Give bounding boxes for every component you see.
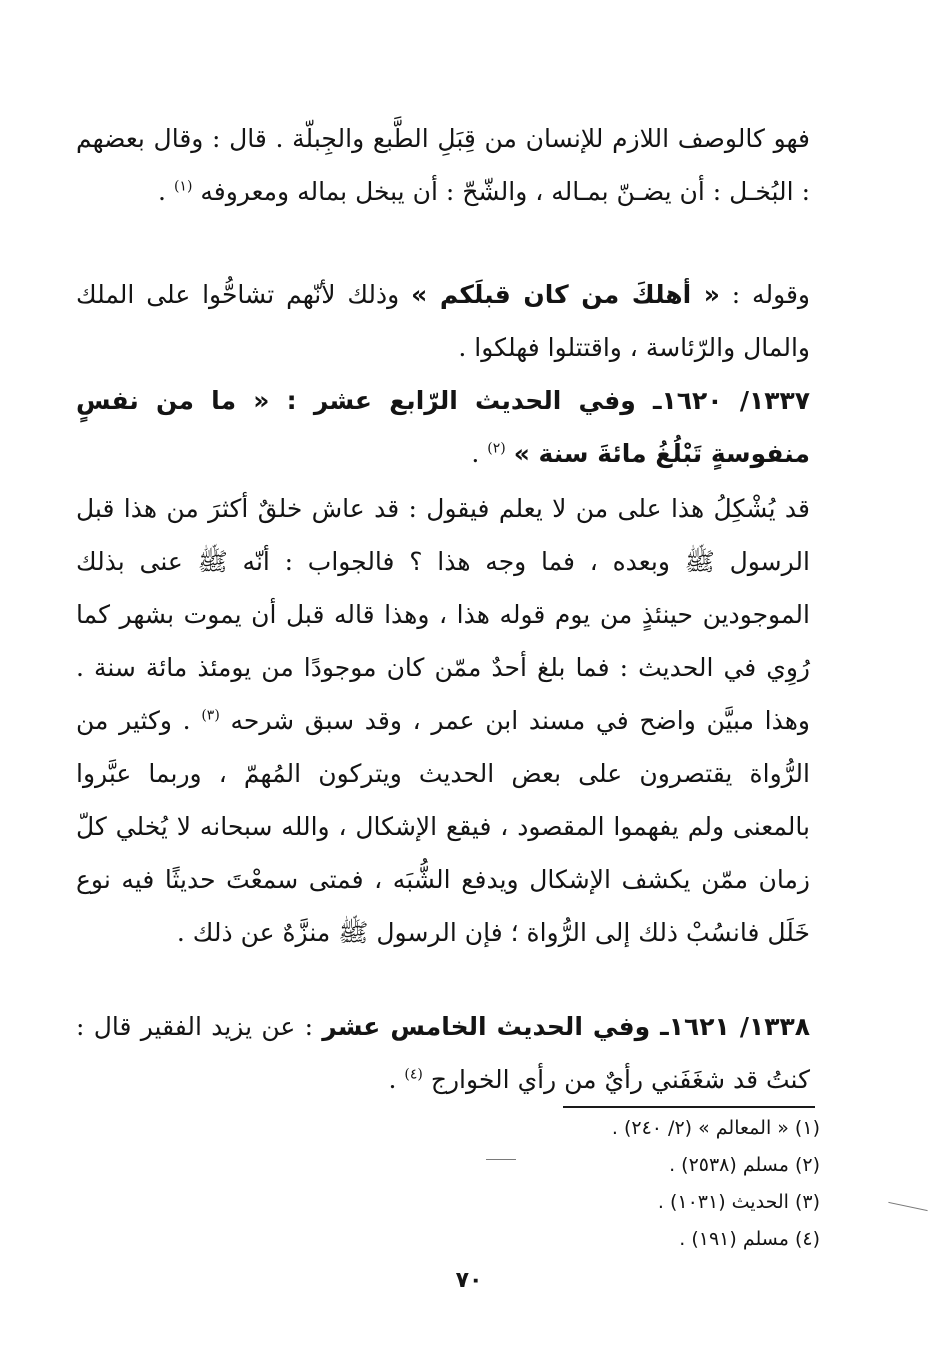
- heading-end: .: [471, 439, 480, 468]
- hadith-heading-text: ١٣٣٨/ ١٦٢١ـ وفي الحديث الخامس عشر: [322, 1012, 811, 1041]
- hadith-heading-text: ١٣٣٧/ ١٦٢٠ـ وفي الحديث الرّابع عشر : « ما من نفسٍ منفوسةٍ تَبْلُغُ مائةَ سنة »: [76, 386, 810, 468]
- scan-mark: [486, 1159, 516, 1160]
- footnote-ref-3: (٣): [201, 707, 220, 724]
- footnote-item: (١) « المعالم » (٢/ ٢٤٠) .: [611, 1117, 820, 1139]
- heading-end: .: [388, 1065, 397, 1094]
- paragraph-text: فهو كالوصف اللازم للإنسان من قِبَلِ الطَّبع والجِبلّة . قال : وقال بعضهم : البُخـل : أن يضـنّ بمـاله ، والشّحّ : أن يبخل بماله ومعروفه: [76, 124, 810, 206]
- paragraph-end: .: [158, 177, 166, 206]
- paragraph-lead: وقوله :: [719, 280, 811, 309]
- footnote-item: (٤) مسلم (١٩١) .: [679, 1228, 820, 1250]
- page-number: ٧٠: [455, 1268, 483, 1293]
- footnote-item: (٣) الحديث (١٠٣١) .: [657, 1191, 820, 1213]
- footnote-separator: [563, 1106, 815, 1108]
- hadith-body-text: : عن يزيد الفقير قال : كنتُ قد شغَفَني رأيٌ من رأي الخوارج: [76, 1012, 810, 1094]
- footnote-ref-4: (٤): [404, 1066, 423, 1083]
- paragraph-text-a: قد يُشْكِلُ هذا على من لا يعلم فيقول : قد عاش خلقٌ أكثرَ من هذا قبل الرسول ﷺ وبعده ، فما وجه هذا ؟ فالجواب : أنّه ﷺ عنى بذلك الموجودين حينئذٍ من يوم قوله هذا ، وهذا قاله قبل أن يموت بشهر كما رُوِي في الحديث : فما بلغ أحدٌ ممّن كان موجودًا من يومئذ مائة سنة . وهذا مبيَّن واضح في مسند ابن عمر ، وقد سبق شرحه: [76, 494, 811, 735]
- footnote-item: (٢) مسلم (٢٥٣٨) .: [669, 1154, 820, 1176]
- paragraph-text-b: . وكثير من الرُّواة يقتصرون على بعض الحديث ويتركون المُهمّ ، وربما عبَّروا بالمعنى ولم يفهموا المقصود ، فيقع الإشكال ، والله سبحانه لا يُخلي كلّ زمان ممّن يكشف الإشكال ويدفع الشُّبَه ، فمتى سمعْتَ حديثًا فيه نوع خَلَل فانسُبْ ذلك إلى الرُّواة ؛ فإن الرسول ﷺ منزَّهٌ عن ذلك .: [76, 706, 810, 947]
- hadith-heading-1338: [76, 1000, 810, 1106]
- footnotes: [430, 1110, 820, 1258]
- quoted-hadith-phrase: « أهلكَ من كان قبلَكم »: [411, 280, 720, 309]
- paragraph-miserliness: [76, 112, 810, 218]
- paragraph-text: وذلك لأنّهم تشاحُّوا على الملك والمال والرّئاسة ، واقتتلوا فهلكوا .: [76, 280, 810, 362]
- paragraph-explanation: [76, 482, 810, 959]
- footnote-ref-2: (٢): [487, 440, 506, 457]
- footnote-ref-1: (١): [173, 178, 193, 195]
- scan-mark: [888, 1202, 927, 1211]
- paragraph-halaka: [76, 268, 810, 374]
- hadith-heading-1337: [76, 374, 810, 480]
